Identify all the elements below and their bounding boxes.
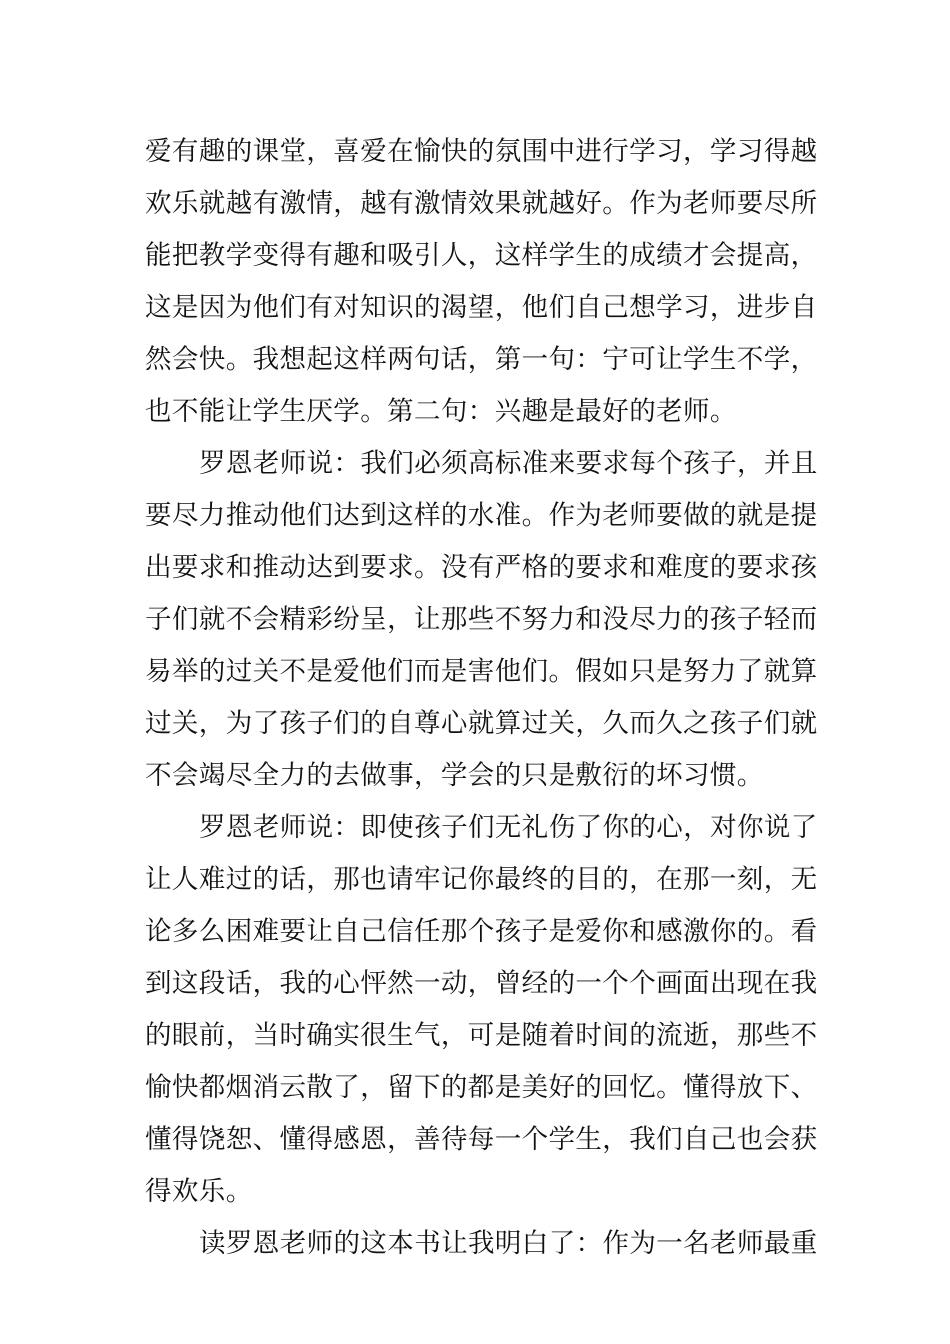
text-line: 要尽力推动他们达到这样的水准。作为老师要做的就是提 [145, 500, 818, 531]
text-line: 然会快。我想起这样两句话，第一句：宁可让学生不学， [145, 344, 818, 375]
paragraph-first-line: 罗恩老师说：我们必须高标准来要求每个孩子，并且 [199, 448, 818, 479]
text-line: 论多么困难要让自己信任那个孩子是爱你和感激你的。看 [145, 916, 818, 947]
text-line: 出要求和推动达到要求。没有严格的要求和难度的要求孩 [145, 552, 818, 583]
text-line: 不会竭尽全力的去做事，学会的只是敷衍的坏习惯。 [145, 760, 764, 791]
text-line: 得欢乐。 [145, 1176, 253, 1207]
text-line: 也不能让学生厌学。第二句：兴趣是最好的老师。 [145, 396, 737, 427]
text-line: 这是因为他们有对知识的渴望，他们自己想学习，进步自 [145, 292, 818, 323]
text-line: 爱有趣的课堂，喜爱在愉快的氛围中进行学习，学习得越 [145, 136, 818, 167]
text-line: 易举的过关不是爱他们而是害他们。假如只是努力了就算 [145, 656, 818, 687]
text-line: 能把教学变得有趣和吸引人，这样学生的成绩才会提高， [145, 240, 818, 271]
text-line: 愉快都烟消云散了，留下的都是美好的回忆。懂得放下、 [145, 1072, 818, 1103]
text-line: 懂得饶恕、懂得感恩，善待每一个学生，我们自己也会获 [145, 1124, 818, 1155]
body-text [145, 126, 818, 1270]
text-line: 的眼前，当时确实很生气，可是随着时间的流逝，那些不 [145, 1020, 818, 1051]
text-line: 欢乐就越有激情，越有激情效果就越好。作为老师要尽所 [145, 188, 818, 219]
paragraph-first-line: 罗恩老师说：即使孩子们无礼伤了你的心，对你说了 [199, 812, 818, 843]
paragraph-first-line: 读罗恩老师的这本书让我明白了：作为一名老师最重 [199, 1228, 818, 1259]
text-line: 子们就不会精彩纷呈，让那些不努力和没尽力的孩子轻而 [145, 604, 818, 635]
text-line: 过关，为了孩子们的自尊心就算过关，久而久之孩子们就 [145, 708, 818, 739]
text-line: 让人难过的话，那也请牢记你最终的目的，在那一刻，无 [145, 864, 818, 895]
text-line: 到这段话，我的心怦然一动，曾经的一个个画面出现在我 [145, 968, 818, 999]
